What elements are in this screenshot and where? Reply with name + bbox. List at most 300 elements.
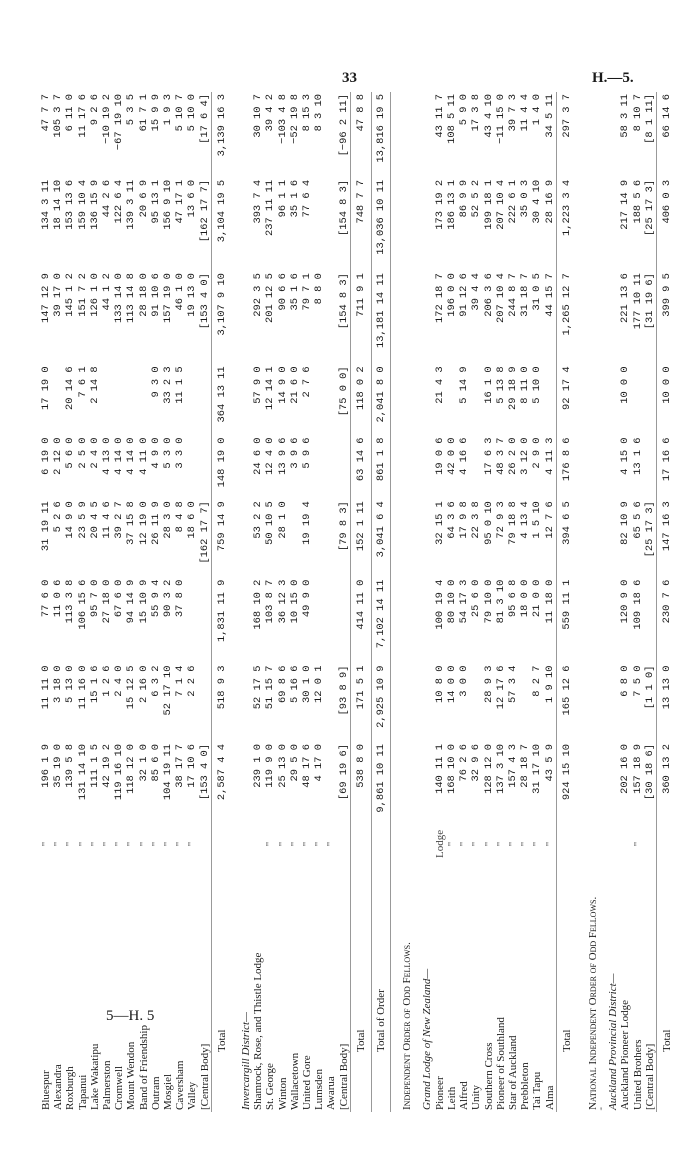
amount-cell: 66 14 6 (656, 92, 677, 178)
amount-cell: 217 14 9 (619, 179, 632, 230)
table-row (113, 92, 125, 1112)
amount-cell: 4 14 0 (113, 437, 126, 475)
amount-cell: 46 1 0 (174, 273, 187, 311)
row-label: Awarua (325, 1076, 338, 1110)
amount-cell: 39 7 3 (506, 94, 519, 132)
amount-cell: 168 10 0 (445, 744, 458, 794)
amount-cell: 47 17 1 (174, 179, 187, 224)
amount-cell: 207 10 4 (494, 273, 507, 324)
amount-cell (519, 664, 531, 742)
amount-cell: 28 1 0 (276, 501, 289, 539)
row-label: United Gore (301, 1055, 314, 1110)
amount-cell: 1 4 0 (531, 94, 544, 126)
amount-cell: 176 8 6 (556, 435, 577, 499)
amount-cell (199, 364, 212, 435)
amount-cell (446, 364, 458, 435)
ditto-mark: " (470, 841, 483, 847)
row-label: Southern Cross (482, 1042, 495, 1110)
amount-cell: 5 16 6 (288, 665, 301, 703)
amount-cell: 15 12 5 (125, 665, 138, 710)
row-label: Winton (276, 1077, 289, 1110)
amount-cell: [69 19 6] (337, 744, 350, 801)
amount-cell: 4 14 0 (125, 437, 138, 475)
amount-cell: 157 18 9 (631, 744, 644, 794)
amount-cell: 111 1 5 (88, 744, 101, 788)
amount-cell: 153 13 6 (64, 179, 77, 230)
ditto-mark: " (64, 841, 77, 847)
row-label: St. George (264, 1063, 277, 1110)
amount-cell: 12 4 0 (264, 437, 277, 475)
table-row (507, 92, 519, 1112)
amount-cell (101, 364, 113, 435)
row-label: Total (350, 860, 371, 1112)
amount-cell: 26 11 9 (149, 501, 162, 545)
amount-cell: 49 9 0 (301, 579, 314, 618)
amount-cell: 759 14 9 (211, 499, 232, 577)
amount-cell: 81 3 10 (494, 579, 507, 624)
ditto-mark: " (519, 841, 532, 847)
amount-cell: 2 2 6 (186, 665, 199, 697)
amount-cell: 3,107 9 10 (211, 271, 232, 364)
amount-cell: 34 5 11 (543, 94, 556, 138)
amount-cell: 76 2 6 (458, 744, 471, 782)
amount-cell: 31 18 7 (519, 273, 532, 317)
page-number: 33 (342, 70, 357, 86)
row-label: Tai Tapu (531, 1071, 544, 1110)
amount-cell: 80 10 0 (445, 579, 458, 624)
amount-cell: 19 19 4 (301, 501, 314, 545)
amount-cell: 3,104 19 5 (211, 178, 232, 271)
amount-cell: 9 3 0 (149, 366, 162, 398)
row-label: Shamrock, Rose, and Thistle Lodge (252, 952, 265, 1110)
amount-cell: 13 13 0 (656, 664, 677, 742)
amount-cell: 364 13 11 (211, 364, 232, 435)
amount-cell (644, 364, 657, 435)
ditto-mark: " (531, 841, 544, 847)
ditto-mark: " (125, 841, 138, 847)
row-label: Total (211, 860, 232, 1112)
amount-cell: 57 9 0 (252, 366, 265, 404)
amount-cell: 399 9 5 (656, 271, 677, 364)
amount-cell: 17 10 6 (186, 744, 199, 788)
ditto-mark: " (288, 841, 301, 847)
table-row (150, 92, 162, 1112)
amount-cell: 559 11 1 (556, 578, 577, 664)
amount-cell: [79 8 3] (337, 501, 350, 552)
amount-cell (325, 578, 337, 664)
amount-cell: 30 10 7 (252, 94, 265, 138)
row-label: [Central Body] (643, 1043, 656, 1110)
ditto-mark: " (506, 841, 519, 847)
amount-cell (325, 364, 337, 435)
amount-cell: 8 15 3 (301, 94, 314, 132)
amount-cell (138, 364, 150, 435)
amount-cell (644, 435, 657, 499)
amount-cell: 15 9 9 (149, 94, 162, 132)
amount-cell: 3 12 0 (519, 437, 532, 475)
amount-cell (313, 364, 325, 435)
amount-cell (644, 578, 657, 664)
amount-cell: 11 11 0 (40, 665, 52, 710)
ditto-mark: " (101, 841, 114, 847)
amount-cell (325, 664, 337, 742)
amount-cell: 230 7 6 (656, 578, 677, 664)
table-row (162, 92, 174, 1112)
amount-cell: 105 3 7 (52, 94, 65, 138)
amount-cell: 21 6 0 (288, 366, 301, 404)
amount-cell: 25 6 0 (470, 579, 483, 618)
amount-cell: 239 1 0 (252, 744, 265, 788)
amount-cell: 90 3 2 (162, 579, 175, 618)
amount-cell: 103 8 7 (264, 579, 277, 624)
amount-cell: 414 11 0 (350, 578, 371, 664)
amount-cell: 37 8 0 (174, 579, 187, 618)
amount-cell: 2 16 0 (137, 665, 150, 703)
ditto-mark: " (276, 841, 289, 847)
amount-cell: 1,223 3 4 (556, 178, 577, 271)
amount-cell: 108 5 11 (445, 94, 458, 144)
amount-cell: 15 10 9 (137, 579, 150, 624)
amount-cell: 11 0 6 (52, 579, 65, 618)
row-label: Tapanui (76, 1074, 89, 1110)
amount-cell: 61 7 1 (137, 94, 150, 132)
row-label: Unity (470, 1084, 483, 1110)
amount-cell: 35 1 6 (288, 273, 301, 311)
ditto-mark (372, 828, 391, 860)
ditto-mark: " (264, 841, 277, 847)
amount-cell: 196 0 0 (445, 273, 458, 317)
amount-cell: 20 4 5 (88, 501, 101, 539)
row-label: Cromwell (113, 1066, 126, 1110)
row-label: Lake Wakatipu (88, 1043, 101, 1110)
amount-cell: 136 15 9 (88, 179, 101, 230)
amount-cell: 177 10 11 (631, 273, 644, 330)
amount-cell: 39 17 0 (52, 273, 65, 317)
row-label: Star of Auckland (506, 1035, 519, 1110)
table-row (434, 92, 446, 1112)
amount-cell: 25 13 0 (276, 744, 289, 788)
row-label: Bluespur (40, 1070, 52, 1110)
table-row (252, 92, 264, 1112)
amount-cell: 4 11 3 (543, 437, 556, 475)
amount-cell (325, 742, 337, 828)
amount-cell: 4 11 0 (137, 437, 150, 475)
ditto-mark: " (313, 841, 326, 847)
amount-cell: 4 9 0 (149, 437, 162, 469)
amount-cell: −67 19 10 (113, 94, 126, 151)
row-label: Roxburgh (64, 1066, 77, 1110)
amount-cell: 19 13 0 (186, 273, 199, 317)
amount-cell: 139 3 11 (125, 179, 138, 230)
amount-cell: 186 13 1 (445, 179, 458, 230)
amount-cell: 119 9 0 (264, 744, 277, 788)
ditto-mark: " (301, 841, 314, 847)
amount-cell: 79 7 1 (301, 273, 314, 311)
amount-cell: 58 3 11 (619, 94, 632, 138)
amount-cell: 711 9 1 (350, 271, 371, 364)
row-label: Total of Order (372, 860, 391, 1112)
ditto-mark: " (186, 841, 199, 847)
amount-cell: 2 4 0 (113, 665, 126, 697)
amount-cell: 199 18 1 (482, 179, 495, 230)
amount-cell: 32 15 1 (433, 501, 446, 545)
amount-cell: [162 17 7] (198, 501, 211, 564)
amount-cell: 119 16 10 (113, 744, 126, 801)
total-row (211, 92, 232, 1112)
table-row (174, 92, 186, 1112)
table-row (199, 92, 212, 1112)
amount-cell: 5 3 0 (162, 437, 175, 469)
amount-cell: 1 9 10 (543, 665, 556, 703)
amount-cell: 237 11 11 (264, 179, 277, 237)
amount-cell (313, 499, 325, 577)
amount-cell: 6 19 0 (40, 437, 52, 475)
amount-cell: 14 0 0 (445, 665, 458, 703)
amount-cell: 85 6 0 (149, 744, 162, 782)
amount-cell: 1,265 12 7 (556, 271, 577, 364)
ditto-mark: " (482, 841, 495, 847)
amount-cell: 17 3 8 (470, 94, 483, 132)
amount-cell: 394 6 5 (556, 499, 577, 577)
amount-cell: 18 0 0 (519, 579, 532, 618)
amount-cell: 13,181 14 11 (372, 271, 391, 364)
amount-cell: 1 2 6 (101, 665, 114, 697)
amount-cell: 106 15 6 (76, 579, 89, 630)
amount-cell: 3,139 16 3 (211, 92, 232, 178)
amount-cell: 57 3 4 (506, 665, 519, 703)
amount-cell: 52 17 5 (252, 665, 265, 710)
amount-cell: 52 5 2 (470, 179, 483, 218)
table-row (470, 92, 482, 1112)
row-label: [Central Body] (337, 1043, 350, 1110)
amount-cell (125, 364, 137, 435)
amount-cell: 1 5 10 (531, 501, 544, 539)
amount-cell: 79 10 0 (482, 579, 495, 624)
ditto-mark: " (445, 841, 458, 847)
amount-cell: 168 10 2 (252, 579, 265, 630)
amount-cell: [162 17 7] (198, 179, 211, 243)
ditto-mark: " (76, 841, 89, 847)
heading-row (232, 92, 252, 1112)
row-label: Alexandra (52, 1064, 65, 1110)
ditto-mark: " (149, 841, 162, 847)
total-row (350, 92, 371, 1112)
amount-cell: 8 8 0 (313, 273, 326, 305)
amount-cell: 39 4 4 (470, 273, 483, 311)
amount-cell: 3 9 6 (288, 437, 301, 469)
row-label: Auckland Provincial District— (607, 973, 620, 1110)
amount-cell: 12 14 1 (264, 366, 277, 411)
table-row (446, 92, 458, 1112)
row-label: Wallacetown (288, 1052, 301, 1110)
amount-cell: 47 8 8 (350, 92, 371, 178)
amount-cell: 7 5 0 (631, 665, 644, 697)
amount-cell (325, 92, 337, 178)
amount-cell: 1 9 3 (162, 94, 175, 126)
amount-cell: 31 19 11 (40, 501, 52, 552)
amount-cell: 94 14 9 (125, 579, 138, 624)
amount-cell: 8 3 10 (313, 94, 326, 132)
amount-cell: 4 17 0 (313, 744, 326, 782)
amount-cell: 17 16 6 (656, 435, 677, 499)
amount-cell: 9 2 6 (88, 94, 101, 126)
amount-cell: 222 6 1 (506, 179, 519, 224)
amount-cell: [25 17 3] (643, 179, 656, 237)
amount-cell: 861 1 8 (372, 435, 391, 499)
amount-cell: −10 19 2 (101, 94, 114, 144)
amount-cell: 120 9 0 (619, 579, 632, 624)
page-reference: H.—5. (592, 70, 634, 86)
amount-cell: 39 4 2 (264, 94, 277, 132)
amount-cell: 31 0 5 (531, 273, 544, 311)
table-row (138, 92, 150, 1112)
amount-cell: 15 1 6 (88, 665, 101, 703)
amount-cell: 5 10 0 (531, 366, 544, 404)
amount-cell (338, 578, 351, 664)
amount-cell: [93 8 9] (337, 665, 350, 716)
row-label: Invercargill District— (240, 1012, 253, 1110)
table-row (519, 92, 531, 1112)
amount-cell: 113 14 8 (125, 273, 138, 324)
sheet-reference: 5—H. 5 (106, 1008, 155, 1024)
amount-cell: 24 6 0 (252, 437, 265, 475)
ditto-mark: " (113, 841, 126, 847)
amount-cell: 35 19 0 (52, 744, 65, 788)
amount-cell: 9,861 10 11 (372, 742, 391, 828)
amount-cell: 91 12 6 (458, 273, 471, 317)
amount-cell: 38 17 7 (174, 744, 187, 788)
table-row (495, 92, 507, 1112)
table-row (277, 92, 289, 1112)
amount-cell: 406 0 3 (656, 178, 677, 271)
amount-cell: 100 19 4 (433, 579, 446, 630)
amount-cell: 64 3 6 (445, 501, 458, 539)
amount-cell: 79 18 8 (506, 501, 519, 545)
row-label: Valley (186, 1081, 199, 1110)
table-row (458, 92, 470, 1112)
table-row (483, 92, 495, 1112)
amount-cell: 518 9 3 (211, 664, 232, 742)
table-row (125, 92, 137, 1112)
amount-cell: [153 4 0] (198, 744, 211, 801)
amount-cell: 924 15 10 (556, 742, 577, 828)
amount-cell: 11 1 5 (174, 366, 187, 404)
section-row (391, 92, 414, 1112)
amount-cell: 92 17 4 (556, 364, 577, 435)
amount-cell (186, 578, 198, 664)
amount-cell: 7 1 4 (174, 665, 187, 697)
table-row (101, 92, 113, 1112)
amount-cell: 157 4 3 (506, 744, 519, 788)
row-label: Total (656, 860, 677, 1112)
amount-cell: 44 2 6 (101, 179, 114, 218)
amount-cell (186, 435, 198, 499)
amount-cell: 28 9 3 (482, 665, 495, 703)
amount-cell: 196 1 9 (40, 744, 52, 788)
amount-cell: 8 4 8 (174, 501, 187, 533)
amount-cell: [17 6 4] (198, 94, 211, 144)
amount-cell: 77 6 4 (301, 179, 314, 218)
ditto-mark: " (162, 841, 175, 847)
amount-cell: 109 18 6 (631, 579, 644, 630)
amount-cell (113, 364, 125, 435)
amount-cell: 37 15 8 (125, 501, 138, 545)
amount-cell: 11 17 6 (76, 94, 89, 138)
amount-cell: 35 0 3 (519, 179, 532, 218)
amount-cell: 14 9 0 (276, 366, 289, 404)
amount-cell: 54 17 3 (458, 579, 471, 624)
amount-cell: 104 19 11 (162, 744, 175, 801)
amount-cell: 157 19 0 (162, 273, 175, 324)
amount-cell: 20 6 9 (137, 179, 150, 218)
amount-cell: 147 12 9 (40, 273, 52, 324)
amount-cell (325, 271, 337, 364)
amount-cell: 4 13 4 (519, 501, 532, 539)
amount-cell: 27 18 0 (101, 579, 114, 624)
table-row (186, 92, 198, 1112)
row-label: Outram (149, 1076, 162, 1110)
amount-cell: 53 2 2 (252, 501, 265, 539)
table-row (40, 92, 52, 1112)
amount-cell: 12 7 6 (543, 501, 556, 539)
row-label: Leith (445, 1086, 458, 1110)
amount-cell: 43 4 10 (482, 94, 495, 138)
amount-cell: 2,925 10 9 (372, 664, 391, 742)
amount-cell: 90 6 6 (276, 273, 289, 311)
amount-cell: 2 7 6 (301, 366, 314, 398)
amount-cell: 5 3 5 (125, 94, 138, 126)
amount-cell: 137 3 10 (494, 744, 507, 794)
amount-cell: 748 7 7 (350, 178, 371, 271)
amount-cell: 77 6 0 (40, 579, 52, 618)
ditto-mark (338, 828, 351, 860)
amount-cell: 13 6 0 (186, 179, 199, 218)
amount-cell: 18 6 0 (186, 501, 199, 539)
total-row (556, 92, 577, 1112)
amount-cell: [1 1 0] (643, 665, 656, 710)
amount-cell: 206 3 6 (482, 273, 495, 317)
amount-cell: 42 0 0 (445, 437, 458, 475)
ditto-mark: " (543, 841, 556, 847)
row-label: Pioneer of Southland (494, 1017, 507, 1110)
amount-cell: 65 5 6 (631, 501, 644, 539)
heading-row (599, 92, 619, 1112)
amount-cell: 47 7 7 (40, 94, 52, 132)
amount-cell: 17 9 8 (458, 501, 471, 539)
ditto-mark (211, 828, 232, 860)
amount-cell: 42 19 2 (101, 744, 114, 788)
ditto-mark: Lodge (433, 829, 446, 858)
amount-cell: 55 9 4 (149, 579, 162, 618)
amount-cell: 159 10 4 (76, 179, 89, 230)
table-row (77, 92, 89, 1112)
ditto-mark (556, 828, 577, 860)
amount-cell: 10 0 0 (656, 364, 677, 435)
row-label: Total (556, 860, 577, 1112)
amount-cell: 148 19 0 (211, 435, 232, 499)
amount-cell: 5 13 8 (494, 366, 507, 404)
amount-cell: 30 4 10 (531, 179, 544, 224)
amount-cell: 538 8 0 (350, 742, 371, 828)
ditto-mark: " (325, 841, 338, 847)
amount-cell: 72 9 3 (494, 501, 507, 539)
amount-cell: 3 18 0 (52, 665, 65, 703)
row-label: United Brothers (631, 1039, 644, 1110)
amount-cell (289, 499, 301, 577)
amount-cell: −103 4 8 (276, 94, 289, 144)
amount-cell: 2 9 0 (531, 437, 544, 469)
amount-cell: 26 2 0 (506, 437, 519, 475)
